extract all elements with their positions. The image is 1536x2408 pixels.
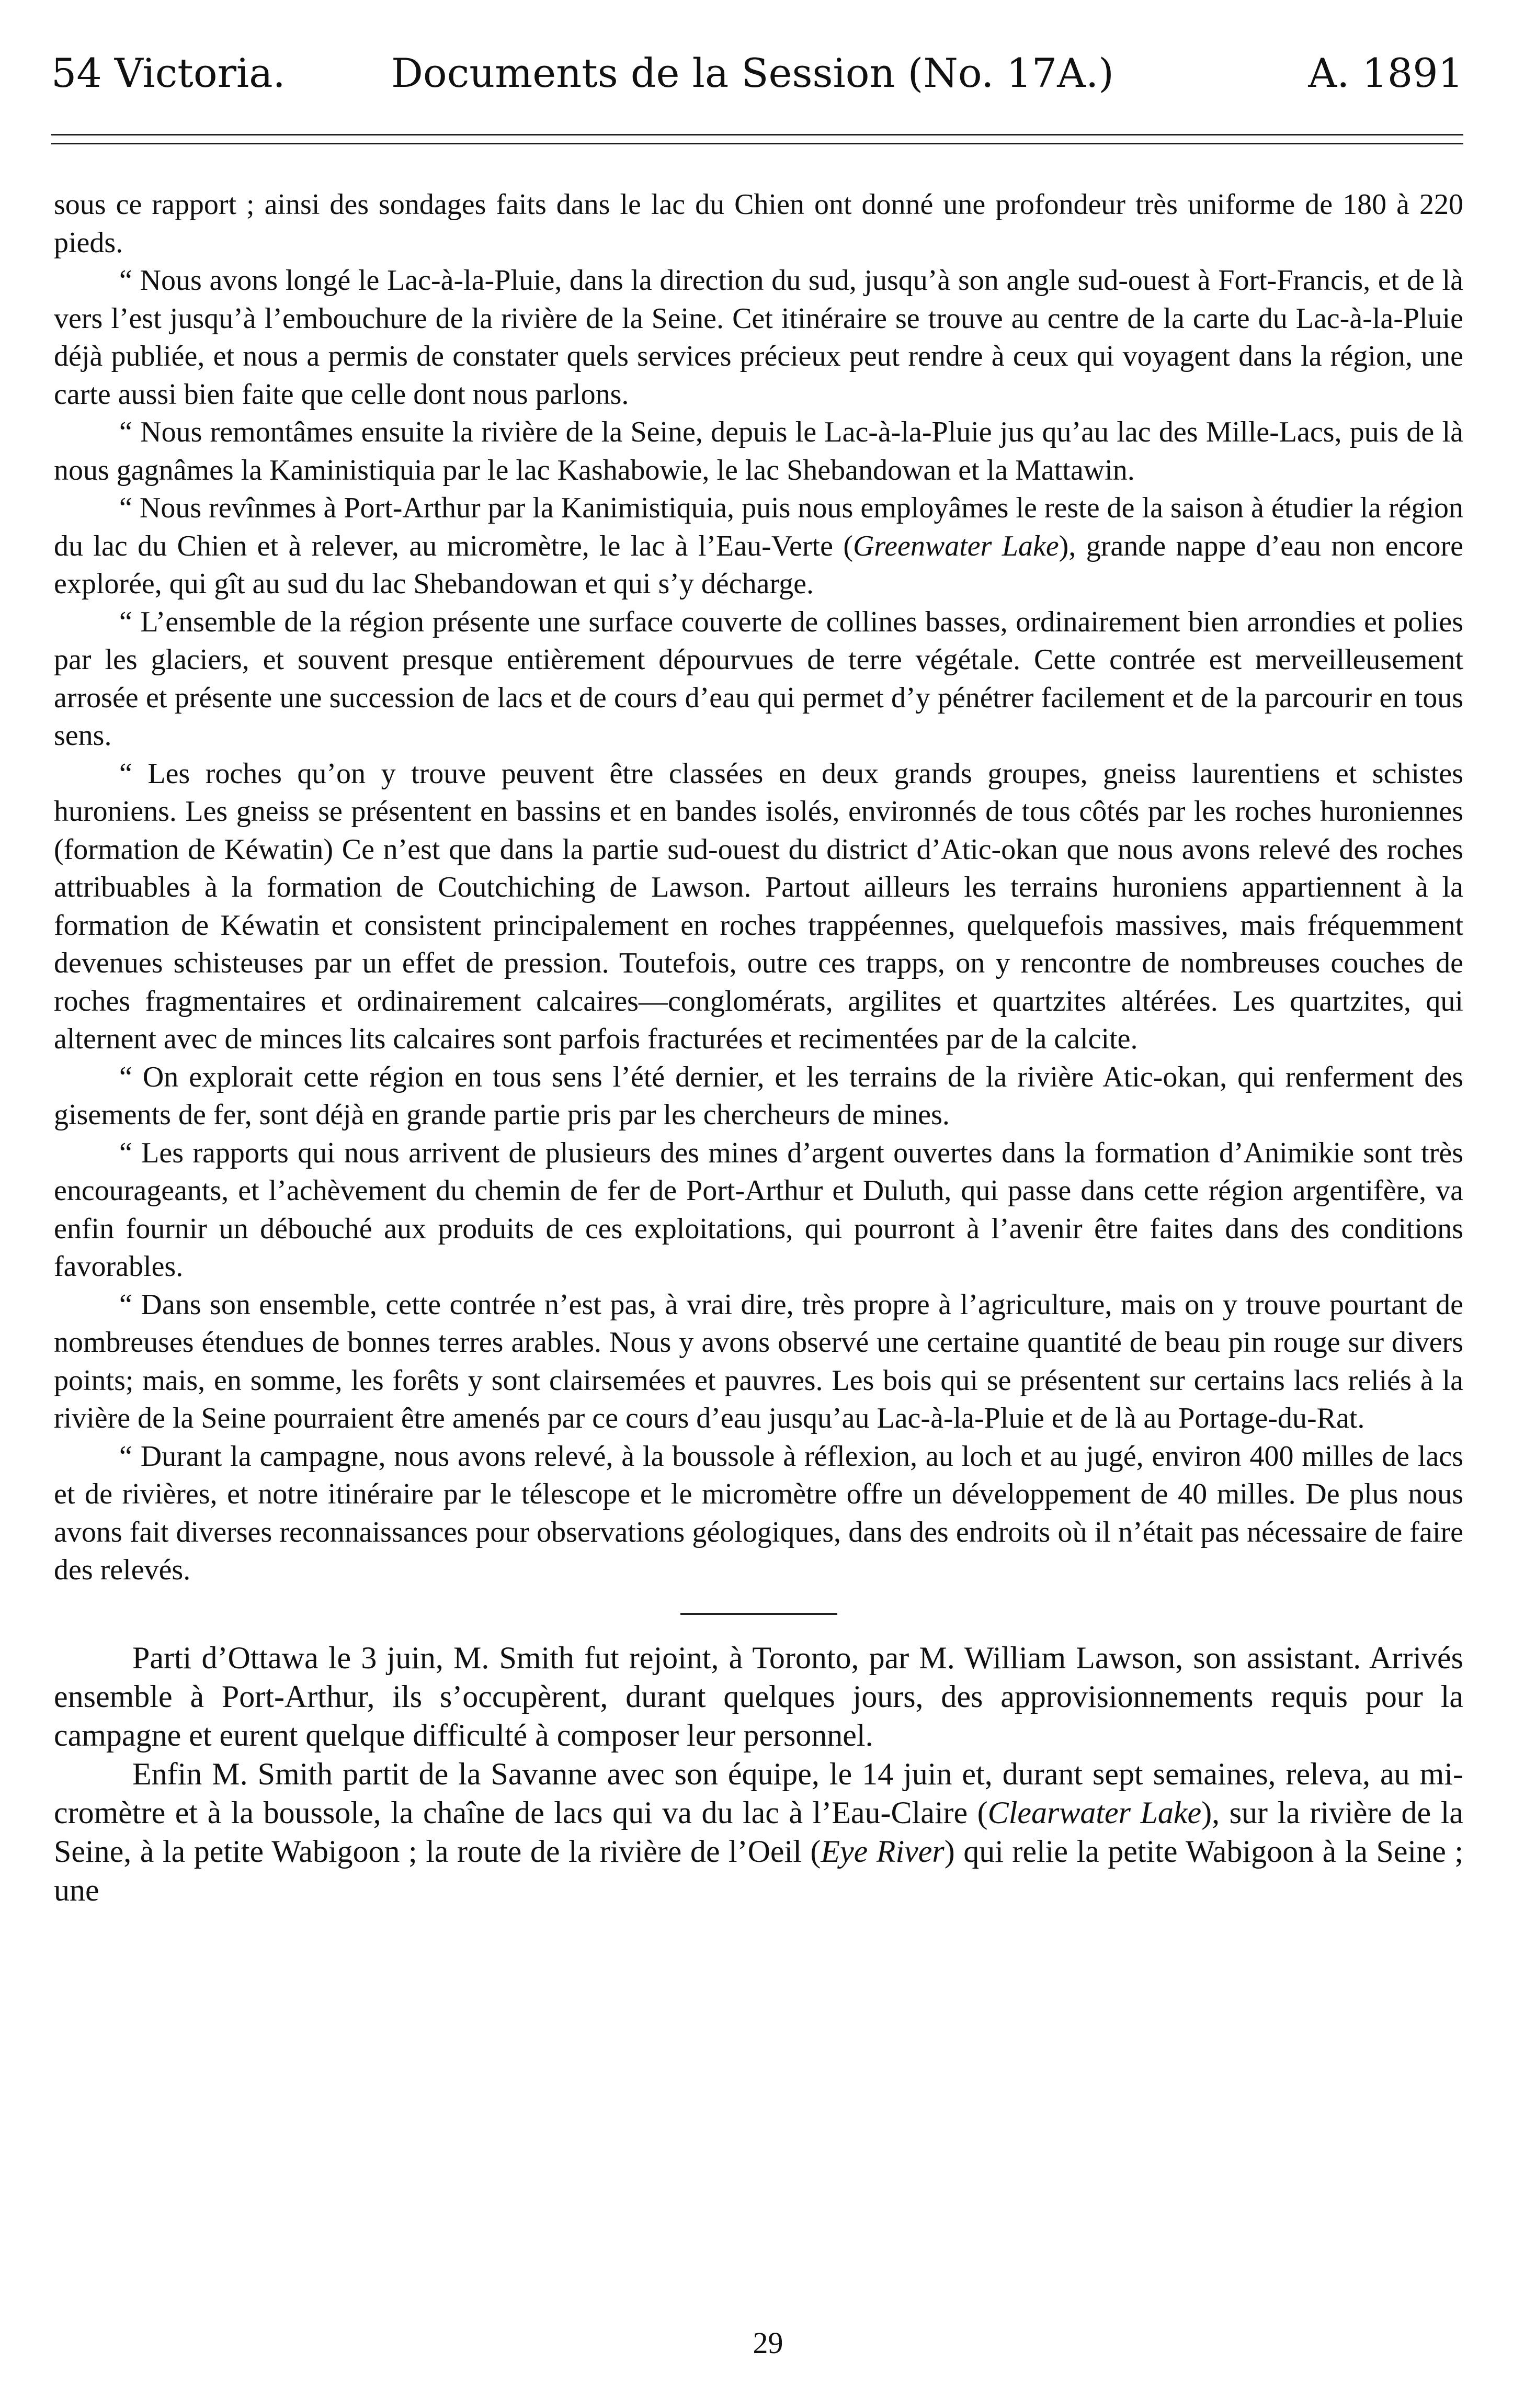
text-run: ), sur la rivière de la Seine, à la petite Wabigoon ; la route de la rivière de l’Oeil ( <box>54 1795 1463 1869</box>
text-run: “ Nous revînmes à Port-Arthur par la Kanimistiquia, puis nous employâmes le reste de la saison à étudier la région du lac du Chien et à relever, au micromètre, le lac à l’Eau-Verte ( <box>54 492 1463 562</box>
paragraph-quote: “ Durant la campagne, nous avons relevé, à la boussole à réflexion, au loch et au jugé, environ 400 milles de lacs et de rivières, et notre itinéraire par le télescope et le micromètre offre un développement de 40 milles. De plus nous avons fait diverses reconnaissances pour observations géologiques, dans des endroits où il n’était pas nécessaire de faire des relevés. <box>54 1440 1463 1586</box>
paragraph-quote: “ On explorait cette région en tous sens l’été dernier, et les terrains de la rivière Atic-okan, qui renferment des gisements de fer, sont déjà en grande partie pris par les chercheurs de mines. <box>54 1060 1463 1131</box>
text-run: ) qui relie la petite Wabigoon à la Seine ; une <box>54 1834 1464 1907</box>
paragraph-quote: “ Les roches qu’on y trouve peuvent être classées en deux grands groupes, gneiss laurentiens et schistes huroniens. Les gneiss se présentent en bassins et en bandes isolés, environnés de tous côtés par les roches huroniennes (formation de Kéwatin) Ce n’est que dans la partie sud-ouest du district d’Atic-okan que nous avons relevé des roches attribuables à la formation de Coutchiching de Lawson. Partout ailleurs les terrains huroniens appartiennent à la formation de Kéwatin et consistent principalement en roches trappéennes, quelquefois massives, mais fréquemment devenues schisteuses par un effet de pression. Toutefois, outre ces trapps, on y rencontre de nombreuses couches de roches fragmentaires et ordinairement calcaires—conglomérats, argilites et quartzites altérées. Les quartzites, qui alternent avec de minces lits calcaires sont parfois fracturées et recimentées par de la calcite. <box>54 757 1463 1055</box>
italic-river-name: Eye River <box>821 1834 945 1869</box>
paragraph: Parti d’Ottawa le 3 juin, M. Smith fut rejoint, à Toronto, par M. William Lawson, son assistant. Arrivés ensemble à Port-Arthur, ils s’occupèrent, durant quelques jours, des approvisionnements requis pour la campagne et eurent quelque difficulté à composer leur personnel. <box>54 1640 1463 1753</box>
page-body <box>54 186 1463 1909</box>
paragraph-quote: “ Les rapports qui nous arrivent de plusieurs des mines d’argent ouvertes dans la formation d’Animikie sont très encourageants, et l’achèvement du chemin de fer de Port-Arthur et Duluth, qui passe dans cette région argentifère, va enfin fournir un débouché aux produits de ces exploitations, qui pourront à l’avenir être faites dans des conditions favorables. <box>54 1136 1463 1283</box>
paragraph-continued: sous ce rapport ; ainsi des sondages faits dans le lac du Chien ont donné une profondeur très uniforme de 180 à 220 pieds. <box>54 188 1463 259</box>
text-run: Enfin M. Smith partit de la Savanne avec son équipe, le 14 juin et, durant sept semaines, releva, au mi-cromètre et à la boussole, la chaîne de lacs qui va du lac à l’Eau-Claire ( <box>54 1756 1463 1830</box>
section-divider <box>680 1613 837 1615</box>
paragraph-quote: “ Nous avons longé le Lac-à-la-Pluie, dans la direction du sud, jusqu’à son angle sud-ouest à Fort-Francis, et de là vers l’est jusqu’à l’embouchure de la rivière de la Seine. Cet itinéraire se trouve au centre de la carte du Lac-à-la-Pluie déjà publiée, et nous a permis de constater quels services précieux peut rendre à ceux qui voyagent dans la région, une carte aussi bien faite que celle dont nous parlons. <box>54 264 1463 411</box>
header-volume: 54 Victoria. <box>51 50 286 96</box>
narrative-section <box>54 1638 1463 1909</box>
italic-lake-name: Clearwater Lake <box>987 1795 1202 1830</box>
italic-lake-name: Greenwater Lake <box>852 529 1059 562</box>
header-year: A. 1891 <box>1308 50 1463 96</box>
header-title: Documents de la Session (No. 17A.) <box>391 50 1114 96</box>
paragraph-quote <box>54 489 1463 603</box>
header-double-rule <box>51 134 1463 144</box>
paragraph <box>54 1755 1463 1909</box>
paragraph-quote: “ L’ensemble de la région présente une surface couverte de collines basses, ordinairement bien arrondies et polies par les glaciers, et souvent presque entièrement dépourvues de terre végétale. Cette contrée est merveilleusement arrosée et présente une succession de lacs et de cours d’eau qui permet d’y pénétrer facilement et de la parcourir en tous sens. <box>54 605 1463 752</box>
page-number: 29 <box>753 2326 783 2360</box>
paragraph-quote: “ Nous remontâmes ensuite la rivière de la Seine, depuis le Lac-à-la-Pluie jus qu’au lac des Mille-Lacs, puis de là nous gagnâmes la Kaministiquia par le lac Kashabowie, le lac Shebandowan et la Mattawin. <box>54 416 1463 487</box>
paragraph-quote: “ Dans son ensemble, cette contrée n’est pas, à vrai dire, très propre à l’agriculture, mais on y trouve pourtant de nombreuses étendues de bonnes terres arables. Nous y avons observé une certaine quantité de beau pin rouge sur divers points; mais, en somme, les forêts y sont clairsemées et pauvres. Les bois qui se présentent sur certains lacs reliés à la rivière de la Seine pourraient être amenés par ce cours d’eau jusqu’au Lac-à-la-Pluie et de là au Portage-du-Rat. <box>54 1288 1463 1434</box>
text-run: ), grande nappe d’eau non encore explorée, qui gît au sud du lac Shebandowan et qui s’y décharge. <box>54 529 1463 600</box>
running-header <box>51 50 1463 107</box>
